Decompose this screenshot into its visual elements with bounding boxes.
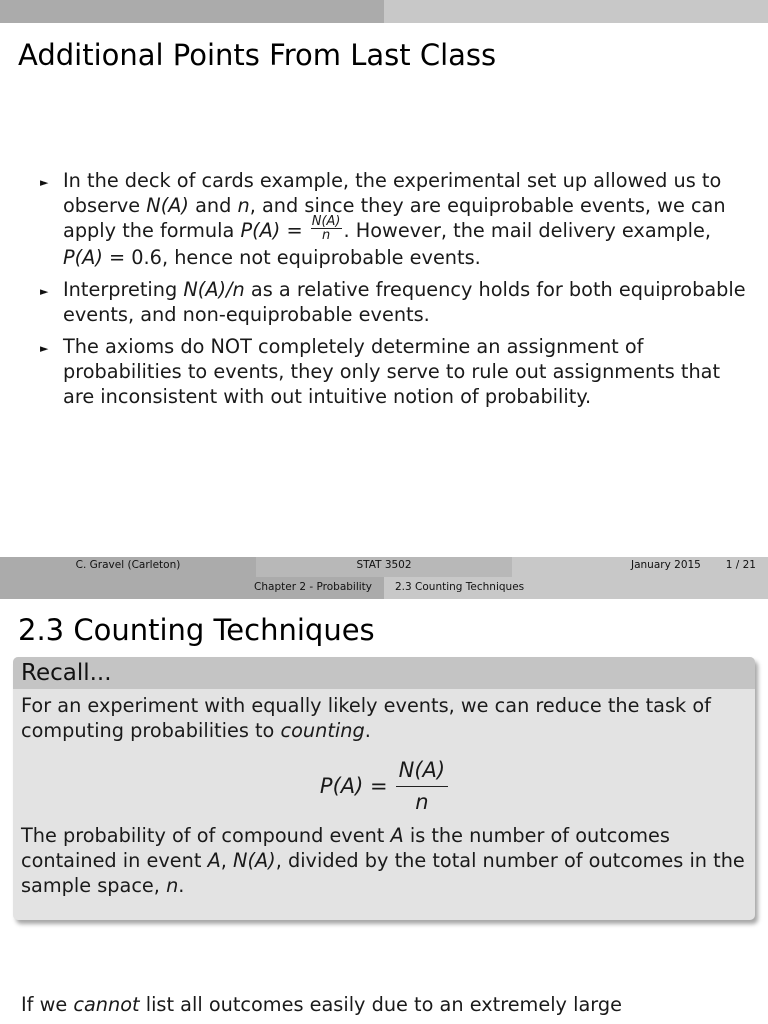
footer-right-segment <box>512 557 768 577</box>
top-navigation-strip <box>0 0 768 23</box>
slide-title: Additional Points From Last Class <box>18 38 497 72</box>
display-equation: P(A) = $\frac{N(A)}{n}$ <box>21 757 747 815</box>
block-title: Recall... <box>13 657 755 689</box>
page-number: 1 / 21 <box>725 559 756 571</box>
bullet-item: ► Interpreting N(A)/n as a relative frequency holds for both equiprobable events, and non-equiprobable events. <box>40 278 746 326</box>
bullet-list <box>40 168 752 416</box>
footer-author: C. Gravel (Carleton) <box>0 557 256 577</box>
triangle-right-icon: ► <box>40 285 49 298</box>
nav-section-link[interactable]: 2.3 Counting Techniques <box>395 581 525 593</box>
footer-date: January 2015 <box>631 559 701 571</box>
continuation-text: If we cannot list all outcomes easily due to an extremely large <box>21 993 622 1016</box>
nav-chapter-link[interactable]: Chapter 2 - Probability <box>254 581 372 593</box>
top-strip-left-segment <box>0 0 384 23</box>
block-paragraph: For an experiment with equally likely events, we can reduce the task of computing probabilities to counting. <box>21 694 711 742</box>
footer-course: STAT 3502 <box>256 557 512 577</box>
bullet-item: ► The axioms do NOT completely determine an assignment of probabilities to events, they only serve to rule out assignments that are inconsistent with out intuitive notion of probability. <box>40 335 721 408</box>
block-paragraph: The probability of of compound event A is the number of outcomes contained in event A, N(A), divided by the total number of outcomes in the sample space, n. <box>21 824 745 897</box>
triangle-right-icon: ► <box>40 176 49 189</box>
section-segment <box>384 577 768 599</box>
recall-block <box>13 657 755 920</box>
inline-fraction: $\frac{N(A)}{n}$ <box>311 214 341 243</box>
bullet-item: ► In the deck of cards example, the experimental set up allowed us to observe N(A) and n, and since they are equiprobable events, we can apply the formula P(A) = $\frac{N(A)}{n}$ . However, the mail delivery example, P(A) = 0.6, hence not equiprobable events. <box>40 169 726 269</box>
chapter-segment <box>0 577 384 599</box>
section-navigation-bar <box>0 577 768 599</box>
footer-bar <box>0 557 768 577</box>
equation-fraction: $\frac{N(A)}{n}$ <box>396 757 448 815</box>
triangle-right-icon: ► <box>40 342 49 355</box>
block-body <box>13 689 755 898</box>
slide-title: 2.3 Counting Techniques <box>18 613 375 647</box>
